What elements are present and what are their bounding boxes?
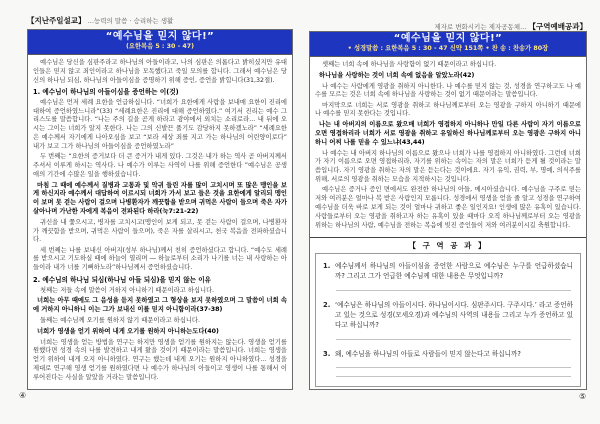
- left-scripture-reference: (요한복음 5 : 30 - 47): [125, 43, 195, 50]
- question-number: 2.: [323, 300, 331, 309]
- paragraph: 예수님은 먼저 세례 요한을 언급하십니다. “너희가 요한에게 사람을 보내매 요한이 진리에 대하여 증언하였느니라”(33) “세례요한은 진리에 대해 증언하였다.” 여기서 진리는 예수 그리스도를 말씀합니다. “나는 주의 길을 곧게 하라고 광야에서 외치는 소리로라... 내 뒤에 오시는 그이는 너희가 알지 못한다. 나는 그의 신발끈 풀기도 감당하지 못하겠노라” “세례요한은 예수께서 자기에게 나아오심을 보고 “보라 세상 죄를 지고 가는 하나님의 어린양이로다” 내가 보고 그가 하나님의 아들이심을 증언하였노라”: [33, 98, 287, 150]
- paragraph: 첫째는 저들 속에 말씀이 거하지 아니하기 때문이라고 하십니다.: [40, 286, 215, 294]
- scripture-quote: 너희가 영생을 얻기 위하여 내게 오기를 원하지 아니하는도다(40): [37, 327, 219, 335]
- question-text: 왜, 예수님을 하나님의 아들로 사람들이 믿지 않는다고 하십니까?: [335, 349, 521, 358]
- question-3: [323, 349, 573, 359]
- question-1: [323, 261, 573, 281]
- paragraph: 둘째는 예수님께 오기를 원하지 않기 때문이라고 하십니다.: [40, 316, 200, 324]
- question-text: ‘예수님은 하나님의 아들이시다. 하나님이시다. 심판주시다. 구주시다.’ 라고 증언하고 있는 것으로 성경(모세오경)과 예수님의 사역의 내용들 그리고 누가 증언하고 있다고 하십니까?: [335, 300, 573, 329]
- right-page: [309, 31, 587, 390]
- scripture-quote: 마침 그 때에 예수께서 질병과 고통과 및 악귀 들린 자를 많이 고치시며 또 많은 맹인을 보게 하신지라 예수께서 대답하여 이르시되 너희가 가서 보고 들은 것을 요한에게 알리되 맹인이 보며 못 걷는 사람이 걸으며 나병환자가 깨끗함을 받으며 귀먹은 사람이 들으며 죽은 자가 살아나며 가난한 자에게 복음이 전파된다 하라(눅7:21-22): [33, 181, 287, 215]
- left-page: [27, 29, 293, 390]
- paragraph: 세 번째는 나를 보내신 아버지(성부 하나님)께서 친히 증언하셨다고 합니다. “예수도 세례를 받으시고 기도하실 때에 하늘이 열리며 ― 하늘로부터 소리가 나기를 너는 내 사랑하는 아들이라 내가 너를 기뻐하노라”하나님께서 증언하셨습니다.: [33, 246, 287, 272]
- answer-blank-line: [336, 367, 571, 368]
- questions-box: [315, 253, 581, 387]
- question-2: [323, 300, 573, 330]
- right-title-bar: [310, 32, 586, 57]
- section-divider: [310, 237, 586, 238]
- right-lesson-body: [310, 57, 586, 234]
- question-number: 3.: [323, 349, 331, 358]
- paragraph: 나 예수는 내 아버지 하나님의 이름으로 왔으나 너희가 나를 영접하지 아니하였다. 그런데 너희가 자기 이름으로 오면 영접하리라, 자기를 위하는 속이는 자의 말은 너희가 듣게 될 것이라는 말씀입니다. 자기 영광을 취하는 자의 말은 듣는다는 것이에요. 자기 유익, 권력, 부, 명예, 의식주를 위해, 서로의 영광을 취하는 모습을 지적하시는 것입니다.: [315, 149, 581, 184]
- paragraph: 귀신을 내 쫓으시고, 병자를 고치시고(맹인이 보게 되고, 못 걷는 사람이 걸으며, 나병환자가 깨끗함을 받으며, 귀먹은 사람이 들으며), 죽은 자를 살리시고, 천국 복음을 전파하셨습니다.: [33, 218, 287, 244]
- right-header-tag: 【구역예배공과】: [528, 22, 587, 31]
- left-page-number: ④: [19, 391, 27, 400]
- answer-blank-line: [336, 376, 571, 377]
- scripture-quote: 하나님을 사랑하는 것이 너희 속에 없음을 알았노라(42): [319, 71, 475, 79]
- answer-blank-line: [336, 290, 571, 291]
- right-header-subtitle: 제자로 변화시키는 제자공동체...: [434, 23, 527, 31]
- paragraph: 너희는 영생을 얻는 방법을 연구는 하지만 영생을 얻기를 원하지는 않는다. 영생을 얻기를 원했다면 성경 속의 나를 발견하고 내게 왔을 것이기 때문이라는 말씀입니다. 너희는 영생을 얻기 위하여 내게 오지 아니하였다. 연구는 했는데 내게 오기는 원하지 아니하였다... 성경을 제대로 연구해 영생 얻기를 원하였다면 나 예수가 하나님의 아들이고 영생이 나를 통해서 이루어진다는 사실을 알았을 거라는 말씀입니다.: [33, 338, 287, 381]
- left-header-tag: 【지난주일설교】: [27, 16, 86, 25]
- left-page-header: [27, 15, 293, 26]
- right-scripture-hymn-line: • 성경말씀 : 요한복음 5 : 30 - 47 신약 151쪽 • 찬 송 : 찬송가 80장: [347, 45, 549, 52]
- paragraph: 예수님은 당신을 심판주라고 하나님의 아들이라고, 나의 심판은 의롭다고 밝히셨지만 유대인들은 믿지 않고 죄인이라고 하나님을 모독했다고 죽일 모의를 합니다. 그래서 예수님은 당신의 하나님 되심, 하나님의 아들이심을 증명하기 위해 증인, 증언을 밝힙니다(31,32절).: [33, 59, 287, 84]
- paragraph: 셋째는 너희 속에 하나님을 사랑함이 없기 때문이라고 하십니다.: [322, 61, 497, 68]
- left-title-bar: [28, 30, 292, 55]
- paragraph: 나 예수는 사람에게 영광을 취하지 아니한다. 나 예수를 믿지 않는 것, 성경을 연구하고도 나 예수를 모르는 것은 너희 속에 하나님을 사랑하는 것이 없기 때문이라는 말씀입니다.: [315, 82, 581, 99]
- paragraph: 마지막으로 너희는 서로 영광을 취하고 하나님께로부터 오는 영광을 구하지 아니하기 때문에 나 예수를 믿지 못한다는 것입니다.: [315, 101, 581, 118]
- section-heading-1: 1. 예수님이 하나님의 아들이심을 증언하는 이(것): [33, 88, 179, 97]
- left-sermon-body: [28, 55, 292, 387]
- scripture-quote: 너희는 아무 때에도 그 음성을 듣지 못하였고 그 형상을 보지 못하였으며 그 말씀이 너희 속에 거하지 아니하니 이는 그가 보내신 이를 믿지 아니함이라(37-38): [33, 297, 287, 314]
- question-text: 예수님께서 하나님의 아들이심을 증언한 사람으로 예수님은 누구를 언급하셨습니까? 그리고 그가 언급한 예수님께 대한 내용은 무엇입니까?: [335, 261, 573, 280]
- paragraph: 예수님은 증거나 증인 면에서도 완전한 하나님의 아들, 메시아셨습니다. 예수님을 구주로 믿는 저와 여러분은 얼마나 복 받은 사람인지 모릅니다. 성경에서 영생을 얻을 줄 알고 성경을 연구하여 예수님을 더욱 바로 보게 되는 것이 얼마나 귀하고 좋은 일인지요! 인생에 많은 유혹이 있습니다. 사람들로부터 오는 영광을 취하고자 하는 유혹이 있을 때마다 오직 하나님께로부터 오는 영광을 위하는 하나님의 사람, 예수님을 전하는 복음에 빚진 증인들이 저와 여러분이시길 축원합니다.: [315, 186, 581, 229]
- study-section-title: 【 구 역 공 과 】: [408, 240, 488, 250]
- answer-blank-line: [336, 339, 571, 340]
- scripture-quote: 나는 내 아버지의 이름으로 왔으매 너희가 영접하지 아니하나 만일 다른 사람이 자기 이름으로 오면 영접하리라 너희가 서로 영광을 취하고 유일하신 하나님께로부터 오는 영광은 구하지 아니하니 어찌 나를 믿을 수 있느냐(43,44): [315, 121, 581, 146]
- section-heading-2: 2. 예수님의 하나님 되심(하나님 아들 되심)을 믿지 않는 이유: [33, 276, 211, 285]
- question-number: 1.: [323, 261, 331, 270]
- left-header-subtitle: ...능력의 말씀 · 승리하는 생활: [87, 17, 174, 25]
- right-page-number: ⑤: [579, 392, 587, 401]
- left-sermon-title: “예수님을 믿지 않다!”: [105, 31, 215, 42]
- right-lesson-title: “예수님을 믿지 않다!”: [393, 33, 503, 44]
- paragraph: 두 번째는 “요한의 증거보다 더 큰 증거가 내게 있다. 그것은 내가 하는 역사 곧 아버지께서 주셔서 이루게 하시는 역사다. 나 예수가 이루는 사역이 나를 위해 증언한다 ”예수님은 공생애의 기간에 수많은 일을 행하셨습니다.: [33, 153, 287, 178]
